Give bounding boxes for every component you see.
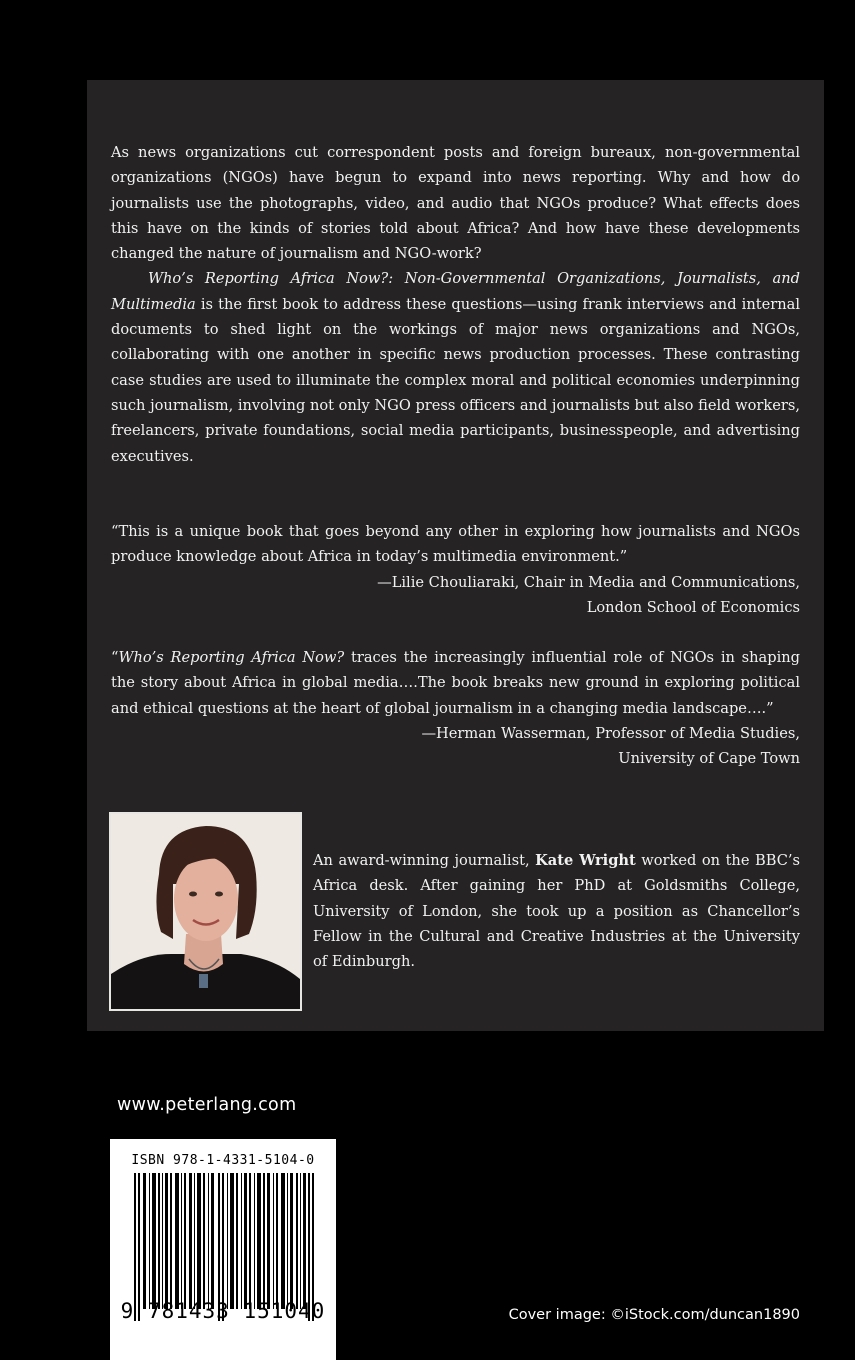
quote-2-body: traces the increasingly influential role of NGOs in shaping the story about Africa in global media….The book breaks new ground in exploring political and ethical questions at the heart of global journalism in a changing media landscape….” [111,649,800,717]
ean-digits: 9 781433 151040 [120,1299,326,1323]
author-bio-intro: An award-winning journalist, [313,852,536,869]
endorsement-quote-1 [111,519,800,620]
cover-image-credit: Cover image: ©iStock.com/duncan1890 [508,1307,800,1323]
author-name: Kate Wright [535,852,636,869]
publisher-website[interactable]: www.peterlang.com [117,1095,297,1115]
book-title-italic: Who’s Reporting Africa Now?: Non-Governmental Organizations, Journalists, and Multimedia [111,270,800,313]
author-photo [109,812,302,1011]
description-paragraph-1: As news organizations cut correspondent posts and foreign bureaux, non-governmental organizations (NGOs) have begun to expand into news reporting. Why and how do journalists use the photographs, video, and audio that NGOs produce? What effects does this have on the kinds of stories told about Africa? And how have these developments changed the nature of journalism and NGO-work? [111,144,800,263]
author-portrait-illustration [111,814,300,1009]
quote-2-attribution-line-2: University of Cape Town [618,750,800,768]
isbn-label: ISBN 978-1-4331-5104-0 [131,1153,315,1168]
quote-1-attribution-line-1: —Lilie Chouliaraki, Chair in Media and Communications, [377,573,800,591]
quote-1-text: “This is a unique book that goes beyond any other in exploring how journalists and NGOs produce knowledge about Africa in today’s multimedia environment.” [111,523,800,566]
endorsement-quote-2 [111,645,800,771]
quote-1-attribution-line-2: London School of Economics [586,598,800,616]
quote-2-text [111,645,800,721]
book-description [111,140,800,469]
author-bio-rest: worked on the BBC’s Africa desk. After gaining her PhD at Goldsmiths College, University of London, she took up a position as Chancellor’s Fellow in the Cultural and Creative Industries at the University of Edinburgh. [313,852,800,971]
description-paragraph-2-text: is the first book to address these questions—using frank interviews and internal documents to shed light on the workings of major news organizations and NGOs, collaborating with one another in specific news production processes. These contrasting case studies are used to illuminate the complex moral and political economies underpinning such journalism, involving not only NGO press officers and journalists but also field workers, freelancers, private foundations, social media participants, businesspeople, and advertising executives. [111,295,800,465]
quote-2-attribution-line-1: —Herman Wasserman, Professor of Media Studies, [421,724,800,742]
isbn-barcode [110,1139,336,1360]
description-paragraph-2 [111,266,800,468]
quote-2-title-italic: Who’s Reporting Africa Now? [118,649,345,666]
quote-2-open-mark: “ [111,649,119,666]
author-bio [313,848,800,974]
